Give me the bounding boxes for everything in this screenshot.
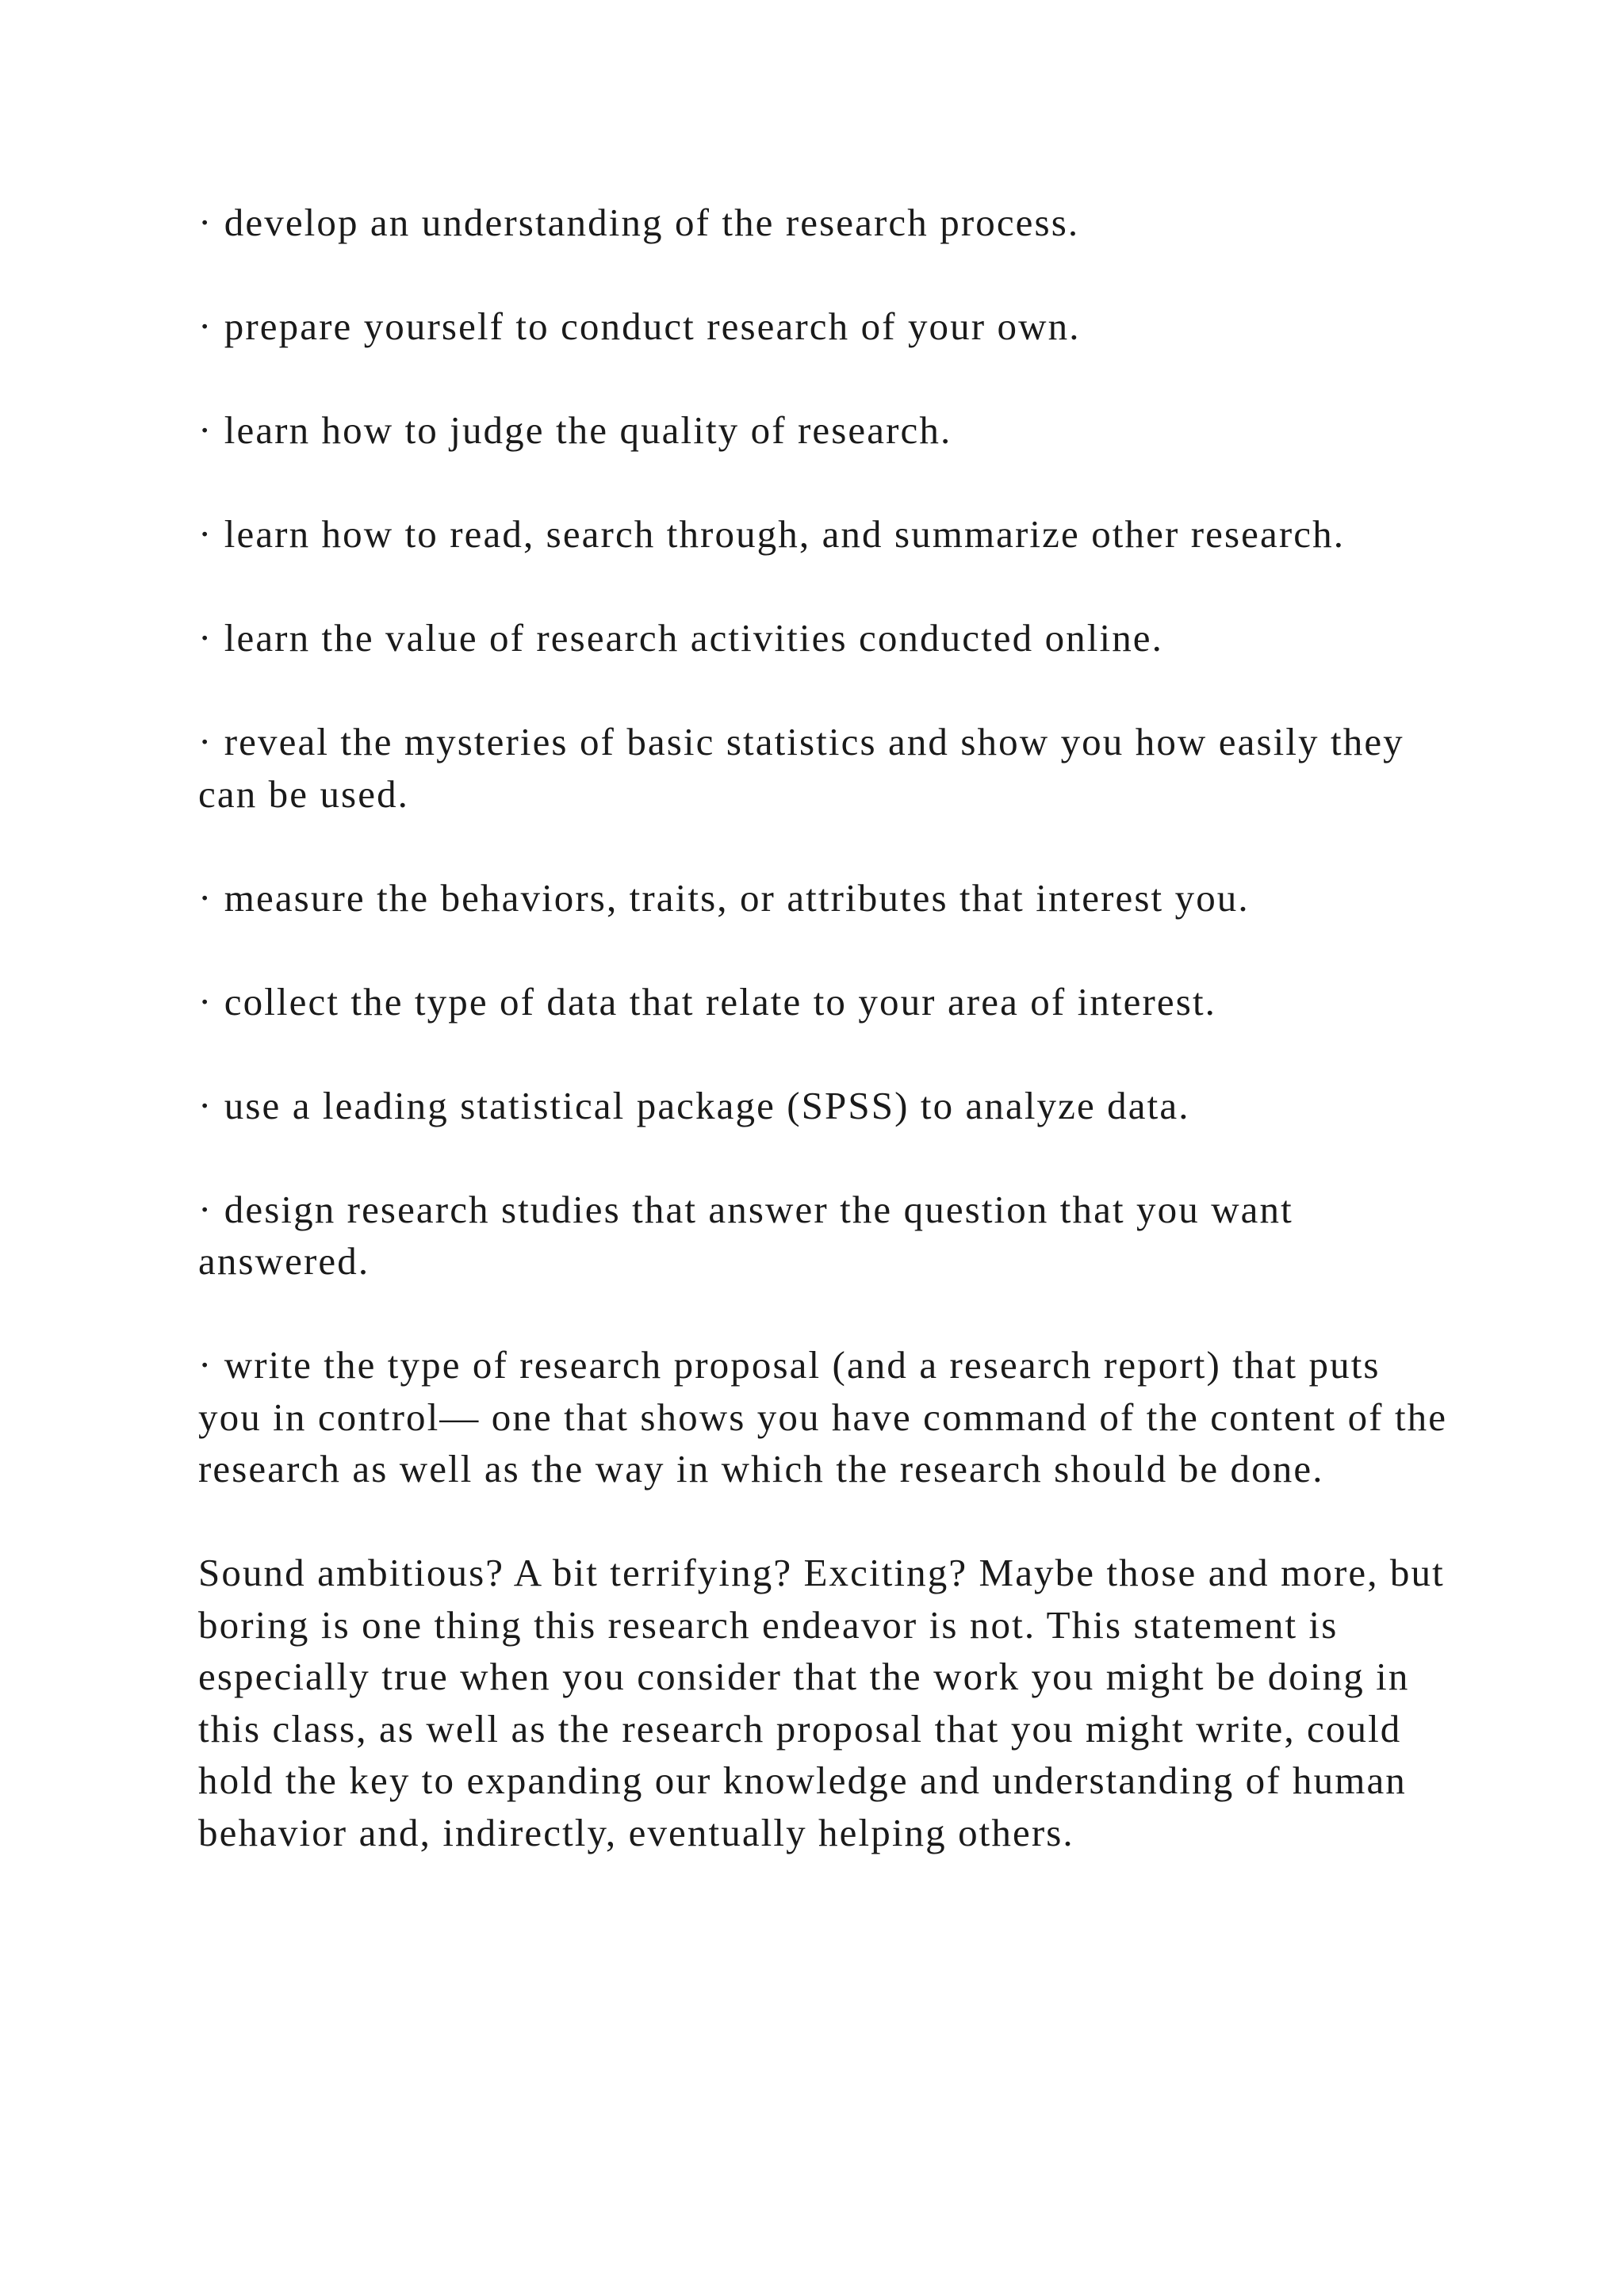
bullet-item-11: · write the type of research proposal (and a research report) that puts you in control— one that shows you have command of the content of the research as well as the way in which the research should be done. bbox=[198, 1343, 1448, 1490]
bullet-item-8: · collect the type of data that relate to your area of interest. bbox=[198, 979, 1217, 1024]
bullet-item-5: · learn the value of research activities conducted online. bbox=[198, 616, 1164, 660]
closing-paragraph: Sound ambitious? A bit terrifying? Exciting? Maybe those and more, but boring is one thing this research endeavor is not. This statement is especially true when you consider that the work you might be doing in this class, as well as the research proposal that you might write, could hold the key to expanding our knowledge and understanding of human behavior and, indirectly, eventually helping others. bbox=[198, 1551, 1445, 1854]
bullet-item-9: · use a leading statistical package (SPSS) to analyze data. bbox=[198, 1083, 1190, 1127]
bullet-item-2: · prepare yourself to conduct research of your own. bbox=[198, 304, 1081, 348]
bullet-item-4: · learn how to read, search through, and summarize other research. bbox=[198, 512, 1346, 556]
bullet-item-3: · learn how to judge the quality of research. bbox=[198, 408, 952, 452]
bullet-item-10: · design research studies that answer the question that you want answered. bbox=[198, 1187, 1293, 1283]
bullet-item-7: · measure the behaviors, traits, or attributes that interest you. bbox=[198, 875, 1250, 920]
bullet-item-1: · develop an understanding of the research process. bbox=[198, 201, 1080, 244]
bullet-item-6: · reveal the mysteries of basic statistics and show you how easily they can be used. bbox=[198, 720, 1404, 816]
document-body bbox=[198, 197, 1451, 1858]
